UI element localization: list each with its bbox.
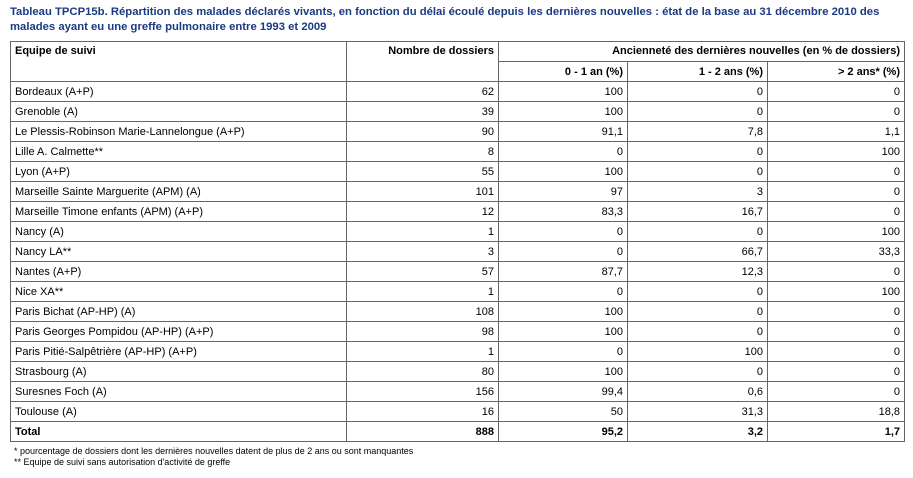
table-row	[11, 302, 905, 322]
cell-equipe: Bordeaux (A+P)	[11, 82, 347, 102]
table-row	[11, 182, 905, 202]
table-row	[11, 102, 905, 122]
cell-equipe: Lille A. Calmette**	[11, 142, 347, 162]
cell-nombre: 1	[347, 342, 499, 362]
cell-equipe: Marseille Sainte Marguerite (APM) (A)	[11, 182, 347, 202]
cell-plus-2-ans: 0	[768, 262, 905, 282]
cell-equipe: Marseille Timone enfants (APM) (A+P)	[11, 202, 347, 222]
cell-1-2-ans: 0	[628, 222, 768, 242]
cell-nombre: 3	[347, 242, 499, 262]
cell-0-1-an: 99,4	[499, 382, 628, 402]
cell-nombre: 156	[347, 382, 499, 402]
cell-plus-2-ans: 0	[768, 162, 905, 182]
table-row	[11, 262, 905, 282]
cell-equipe: Toulouse (A)	[11, 402, 347, 422]
cell-0-1-an: 100	[499, 102, 628, 122]
table-title: Tableau TPCP15b. Répartition des malades déclarés vivants, en fonction du délai écoulé depuis les dernières nouvelles : état de la base au 31 décembre 2010 des malades ayant eu une greffe pulmonaire entre 1993 et 2009	[10, 6, 880, 33]
cell-nombre: 55	[347, 162, 499, 182]
cell-0-1-an: 0	[499, 222, 628, 242]
cell-equipe: Nancy LA**	[11, 242, 347, 262]
cell-nombre: 108	[347, 302, 499, 322]
cell-equipe: Suresnes Foch (A)	[11, 382, 347, 402]
table-row	[11, 322, 905, 342]
cell-nombre: 16	[347, 402, 499, 422]
cell-equipe: Strasbourg (A)	[11, 362, 347, 382]
cell-1-2-ans: 3	[628, 182, 768, 202]
cell-1-2-ans: 31,3	[628, 402, 768, 422]
cell-1-2-ans: 12,3	[628, 262, 768, 282]
cell-equipe: Paris Georges Pompidou (AP-HP) (A+P)	[11, 322, 347, 342]
cell-1-2-ans: 0	[628, 82, 768, 102]
cell-plus-2-ans: 100	[768, 142, 905, 162]
cell-equipe: Nantes (A+P)	[11, 262, 347, 282]
cell-nombre: 90	[347, 122, 499, 142]
cell-0-1-an: 100	[499, 162, 628, 182]
cell-plus-2-ans: 0	[768, 182, 905, 202]
cell-0-1-an: 91,1	[499, 122, 628, 142]
cell-0-1-an: 97	[499, 182, 628, 202]
header-anciennete: Ancienneté des dernières nouvelles (en % de dossiers)	[499, 42, 905, 62]
cell-plus-2-ans: 18,8	[768, 402, 905, 422]
cell-0-1-an: 100	[499, 362, 628, 382]
cell-1-2-ans: 0	[628, 362, 768, 382]
cell-plus-2-ans: 0	[768, 362, 905, 382]
header-1-2-ans: 1 - 2 ans (%)	[628, 62, 768, 82]
cell-0-1-an: 100	[499, 82, 628, 102]
header-0-1-an: 0 - 1 an (%)	[499, 62, 628, 82]
cell-equipe: Le Plessis-Robinson Marie-Lannelongue (A+P)	[11, 122, 347, 142]
cell-equipe: Paris Pitié-Salpêtrière (AP-HP) (A+P)	[11, 342, 347, 362]
cell-nombre: 12	[347, 202, 499, 222]
cell-0-1-an: 0	[499, 242, 628, 262]
table-row	[11, 242, 905, 262]
cell-plus-2-ans: 0	[768, 102, 905, 122]
cell-plus-2-ans: 0	[768, 382, 905, 402]
table-row	[11, 362, 905, 382]
cell-0-1-an: 87,7	[499, 262, 628, 282]
cell-1-2-ans: 0	[628, 302, 768, 322]
cell-plus-2-ans: 0	[768, 202, 905, 222]
total-row	[11, 422, 905, 442]
footnote-2: ** Equipe de suivi sans autorisation d'activité de greffe	[14, 457, 231, 467]
cell-nombre: 8	[347, 142, 499, 162]
cell-1-2-ans: 0	[628, 102, 768, 122]
data-table	[10, 41, 905, 442]
cell-1-2-ans: 3,2	[628, 422, 768, 442]
table-row	[11, 122, 905, 142]
cell-plus-2-ans: 1,1	[768, 122, 905, 142]
table-row	[11, 202, 905, 222]
header-nombre: Nombre de dossiers	[347, 42, 499, 82]
cell-equipe: Paris Bichat (AP-HP) (A)	[11, 302, 347, 322]
cell-1-2-ans: 0	[628, 162, 768, 182]
table-row	[11, 382, 905, 402]
cell-nombre: 98	[347, 322, 499, 342]
cell-nombre: 1	[347, 282, 499, 302]
cell-nombre: 888	[347, 422, 499, 442]
cell-plus-2-ans: 0	[768, 82, 905, 102]
cell-equipe: Total	[11, 422, 347, 442]
table-row	[11, 282, 905, 302]
cell-plus-2-ans: 1,7	[768, 422, 905, 442]
cell-plus-2-ans: 100	[768, 282, 905, 302]
table-row	[11, 142, 905, 162]
cell-1-2-ans: 0	[628, 322, 768, 342]
cell-0-1-an: 100	[499, 302, 628, 322]
cell-1-2-ans: 0	[628, 282, 768, 302]
cell-1-2-ans: 0	[628, 142, 768, 162]
cell-nombre: 1	[347, 222, 499, 242]
table-row	[11, 402, 905, 422]
header-plus-2-ans: > 2 ans* (%)	[768, 62, 905, 82]
table-body	[11, 82, 905, 442]
table-row	[11, 342, 905, 362]
cell-plus-2-ans: 0	[768, 302, 905, 322]
cell-1-2-ans: 7,8	[628, 122, 768, 142]
cell-nombre: 39	[347, 102, 499, 122]
cell-0-1-an: 100	[499, 322, 628, 342]
cell-nombre: 62	[347, 82, 499, 102]
cell-1-2-ans: 0,6	[628, 382, 768, 402]
cell-0-1-an: 0	[499, 282, 628, 302]
cell-plus-2-ans: 100	[768, 222, 905, 242]
cell-equipe: Nice XA**	[11, 282, 347, 302]
header-row	[11, 42, 905, 62]
cell-0-1-an: 95,2	[499, 422, 628, 442]
cell-0-1-an: 0	[499, 142, 628, 162]
table-row	[11, 82, 905, 102]
cell-equipe: Lyon (A+P)	[11, 162, 347, 182]
cell-equipe: Grenoble (A)	[11, 102, 347, 122]
cell-nombre: 57	[347, 262, 499, 282]
footnotes	[14, 446, 413, 468]
table-row	[11, 222, 905, 242]
table-row	[11, 162, 905, 182]
cell-0-1-an: 0	[499, 342, 628, 362]
cell-plus-2-ans: 0	[768, 342, 905, 362]
cell-plus-2-ans: 33,3	[768, 242, 905, 262]
cell-1-2-ans: 16,7	[628, 202, 768, 222]
cell-1-2-ans: 66,7	[628, 242, 768, 262]
cell-nombre: 80	[347, 362, 499, 382]
cell-plus-2-ans: 0	[768, 322, 905, 342]
cell-1-2-ans: 100	[628, 342, 768, 362]
cell-0-1-an: 50	[499, 402, 628, 422]
cell-0-1-an: 83,3	[499, 202, 628, 222]
footnote-1: * pourcentage de dossiers dont les dernières nouvelles datent de plus de 2 ans ou sont manquantes	[14, 446, 414, 456]
cell-nombre: 101	[347, 182, 499, 202]
cell-equipe: Nancy (A)	[11, 222, 347, 242]
header-equipe: Equipe de suivi	[11, 42, 347, 82]
